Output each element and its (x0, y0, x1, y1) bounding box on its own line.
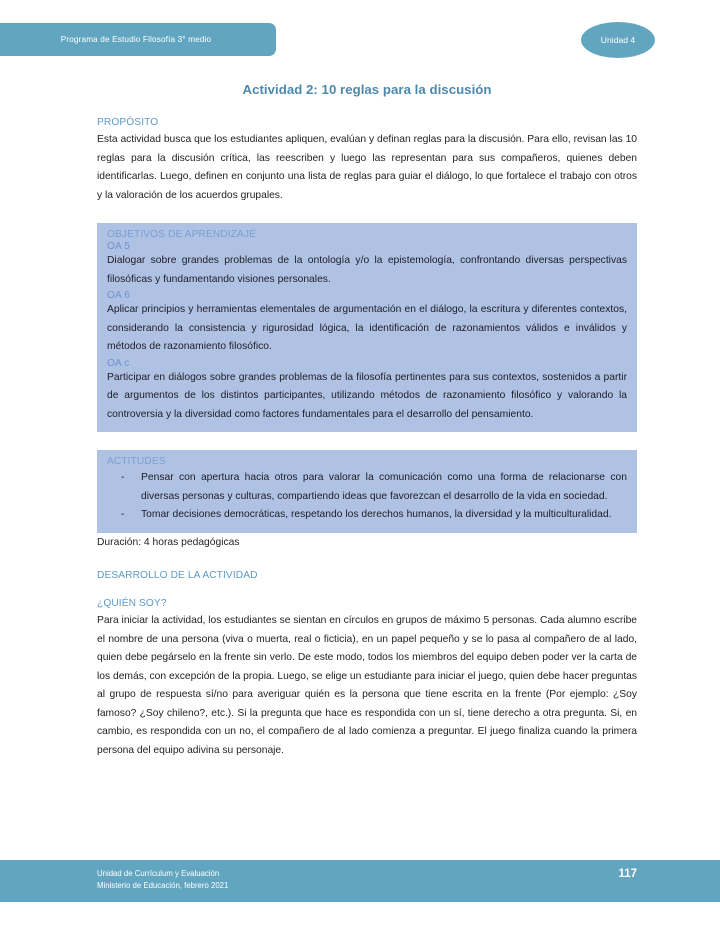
objetivo-item (107, 290, 627, 357)
list-item-text: Tomar decisiones democráticas, respetando los derechos humanos, la diversidad y la multiculturalidad. (141, 509, 612, 520)
program-title-label: Programa de Estudio Filosofía 3° medio (60, 35, 212, 44)
objetivos-heading: OBJETIVOS DE APRENDIZAJE (107, 229, 257, 240)
footer-credits (97, 868, 228, 891)
actitudes-heading: ACTITUDES (107, 456, 166, 467)
objetivo-code: OA 5 (107, 241, 131, 252)
duracion-text: Duración: 4 horas pedagógicas (97, 536, 240, 548)
list-item-text: Pensar con apertura hacia otros para valorar la comunicación como una forma de relacionarse con diversas personas y culturas, compartiendo ideas que favorezcan el desarrollo de la vida en sociedad. (141, 472, 627, 502)
footer-line-1: Unidad de Currículum y Evaluación (97, 869, 220, 878)
objetivos-box (97, 223, 637, 432)
objetivo-text: Participar en diálogos sobre grandes problemas de la filosofía pertinentes para sus contextos, sostenidos a partir de argumentos de los distintos participantes, utilizando métodos de razonamiento filosófico y valorando la controversia y la diversidad como factores fundamentales para el desarrollo del pensamiento. (107, 371, 627, 420)
unit-badge-label: Unidad 4 (600, 35, 636, 45)
quien-soy-subheading: ¿QUIÉN SOY? (97, 598, 167, 609)
objetivo-text: Dialogar sobre grandes problemas de la ontología y/o la epistemología, confrontando diversas perspectivas filosóficas y fundamentando visiones personales. (107, 255, 627, 285)
proposito-text: Esta actividad busca que los estudiantes apliquen, evalúan y definan reglas para la discusión. Para ello, revisan las 10 reglas para la discusión crítica, las reescriben y luego las representan para sus compañeros, quienes deben identificarlas. Luego, definen en conjunto una lista de reglas para guiar el diálogo, lo que fortalece el trabajo con otros y la valoración de los acuerdos grupales. (97, 134, 637, 201)
objetivo-text: Aplicar principios y herramientas elementales de argumentación en el diálogo, la escritura y diferentes contextos, considerando la consistencia y rigurosidad lógica, la identificación de razonamientos válidos e inválidos y métodos de razonamiento filosófico. (107, 304, 627, 352)
page-content (97, 82, 637, 760)
desarrollo-heading: DESARROLLO DE LA ACTIVIDAD (97, 570, 258, 581)
objetivo-item (107, 241, 627, 289)
page-header (0, 0, 720, 72)
list-item (107, 506, 627, 525)
objetivo-code: OA c (107, 357, 130, 369)
spacer (97, 584, 637, 598)
bullet-dash-icon: - (121, 472, 125, 483)
unit-badge (581, 22, 655, 58)
spacer (97, 552, 637, 570)
proposito-section (97, 117, 637, 205)
list-item (107, 469, 627, 506)
footer-line-2: Ministerio de Educación, febrero 2021 (97, 880, 229, 890)
desarrollo-text: Para iniciar la actividad, los estudiantes se sientan en círculos en grupos de máximo 5 personas. Cada alumno escribe el nombre de una persona (viva o muerta, real o ficticia), en un papel pequeño y se lo pasa al compañero de al lado, quien debe pegárselo en la frente sin verlo. De este modo, todos los miembros del equipo deben poder ver la carta de los demás, con excepción de la propia. Luego, se elige un estudiante para iniciar el juego, quien debe hacer preguntas al grupo de respuesta sí/no para averiguar quién es la persona que tiene escrita en la frente (Por ejemplo: ¿Soy famoso? ¿Soy chileno?, etc.). Si la pregunta que hace es respondida con un sí, tiene derecho a otra pregunta. Si, en cambio, es respondida con un no, el compañero de al lado comienza a preguntar. El juego finaliza cuando la primera persona del equipo adivina su personaje. (97, 615, 637, 756)
page-footer (0, 860, 720, 902)
actitudes-list (107, 469, 627, 525)
page-number: 117 (618, 868, 637, 880)
objetivo-code: OA 6 (107, 290, 131, 301)
proposito-heading: PROPÓSITO (97, 117, 159, 128)
objetivo-item (107, 358, 627, 425)
activity-title: Actividad 2: 10 reglas para la discusión (242, 82, 492, 97)
program-title-banner (0, 23, 276, 56)
bullet-dash-icon: - (121, 509, 125, 520)
actitudes-box (97, 450, 637, 533)
